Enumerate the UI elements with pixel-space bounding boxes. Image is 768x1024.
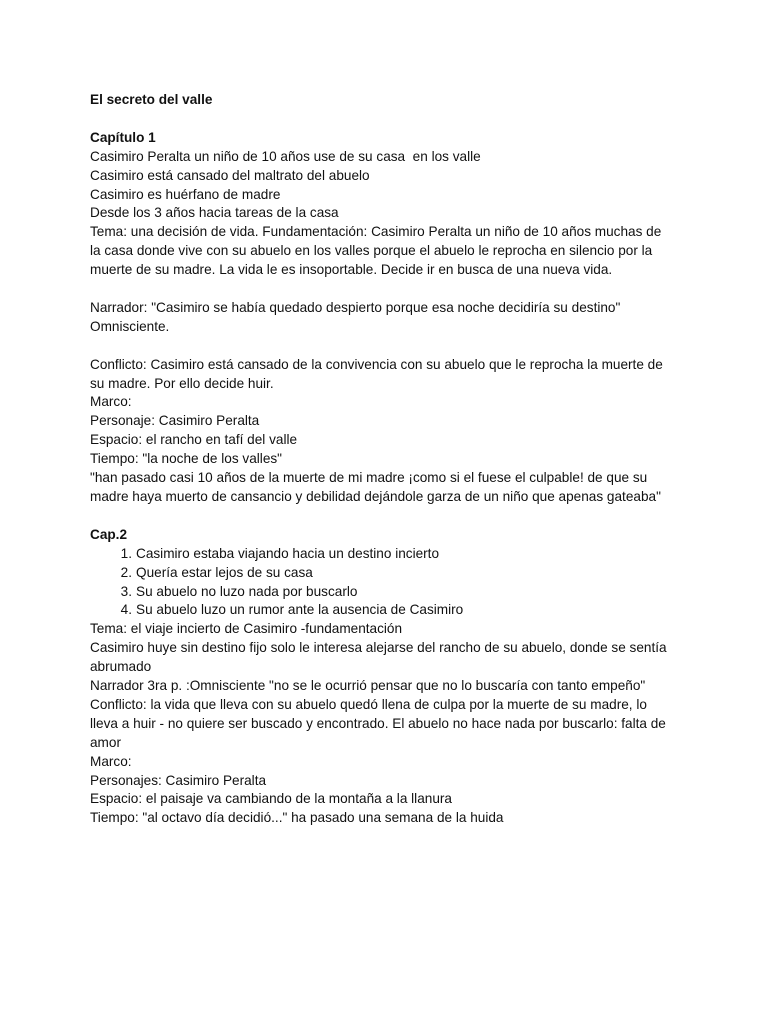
list-number: 2. [120, 564, 132, 580]
list-item [120, 564, 690, 583]
marco-line: "han pasado casi 10 años de la muerte de mi madre ¡como si el fuese el culpable! de que su [90, 470, 648, 486]
text-line: Desde los 3 años hacia tareas de la casa [90, 205, 339, 221]
tema-line: Tema: una decisión de vida. Fundamentación: Casimiro Peralta un niño de 10 años muchas de [90, 224, 662, 240]
marco-line: Personaje: Casimiro Peralta [90, 413, 260, 429]
text-line: abrumado [90, 659, 152, 675]
conflicto-line: Conflicto: Casimiro está cansado de la convivencia con su abuelo que le reprocha la muerte de [90, 356, 663, 372]
tema-line: muerte de su madre. La vida le es insoportable. Decide ir en busca de una nueva vida. [90, 262, 613, 278]
document-page [90, 91, 690, 828]
text-line: Marco: [90, 753, 132, 769]
text-line: Tema: el viaje incierto de Casimiro -fundamentación [90, 621, 403, 637]
text-line: lleva a huir - no quiere ser buscado y encontrado. El abuelo no hace nada por buscarlo: falta de [90, 715, 666, 731]
list-item [120, 601, 690, 620]
list-item-text: Su abuelo no luzo nada por buscarlo [136, 583, 358, 599]
list-item-text: Casimiro estaba viajando hacia un destino incierto [136, 545, 440, 561]
marco-line: Marco: [90, 394, 132, 410]
list-item-text: Quería estar lejos de su casa [136, 564, 313, 580]
text-line: Espacio: el paisaje va cambiando de la montaña a la llanura [90, 791, 452, 807]
spacer [90, 507, 690, 526]
tema-line: la casa donde vive con su abuelo en los valles porque el abuelo le reprocha en silencio por la [90, 243, 653, 259]
list-number: 1. [120, 545, 132, 561]
list-item [120, 545, 690, 564]
marco-line: Espacio: el rancho en tafí del valle [90, 432, 298, 448]
document-title: El secreto del valle [90, 92, 213, 107]
text-line: Tiempo: "al octavo día decidió..." ha pasado una semana de la huida [90, 810, 504, 826]
text-line: amor [90, 734, 121, 750]
text-line: Narrador 3ra p. :Omnisciente "no se le ocurrió pensar que no lo buscaría con tanto empeño" [90, 678, 646, 694]
list-number: 3. [120, 583, 132, 599]
spacer [90, 280, 690, 299]
text-line: Casimiro es huérfano de madre [90, 186, 281, 202]
conflicto-line: su madre. Por ello decide huir. [90, 375, 274, 391]
narrador-line: Narrador: "Casimiro se había quedado despierto porque esa noche decidiría su destino" [90, 299, 621, 315]
numbered-list [90, 545, 690, 621]
list-item-text: Su abuelo luzo un rumor ante la ausencia de Casimiro [136, 602, 464, 618]
spacer [90, 110, 690, 129]
list-number: 4. [120, 602, 132, 618]
narrador-line: Omnisciente. [90, 318, 170, 334]
list-item [120, 583, 690, 602]
chapter-1-heading: Capítulo 1 [90, 129, 156, 145]
marco-line: Tiempo: "la noche de los valles" [90, 451, 283, 467]
spacer [90, 337, 690, 356]
text-line: Casimiro está cansado del maltrato del abuelo [90, 167, 370, 183]
text-line: Casimiro huye sin destino fijo solo le interesa alejarse del rancho de su abuelo, donde se sentía [90, 640, 667, 656]
text-line: Personajes: Casimiro Peralta [90, 772, 267, 788]
text-line: Casimiro Peralta un niño de 10 años use de su casa en los valle [90, 148, 481, 164]
marco-line: madre haya muerto de cansancio y debilidad dejándole garza de un niño que apenas gateaba" [90, 488, 661, 504]
text-line: Conflicto: la vida que lleva con su abuelo quedó llena de culpa por la muerte de su madre, lo [90, 696, 647, 712]
chapter-2-heading: Cap.2 [90, 526, 128, 542]
